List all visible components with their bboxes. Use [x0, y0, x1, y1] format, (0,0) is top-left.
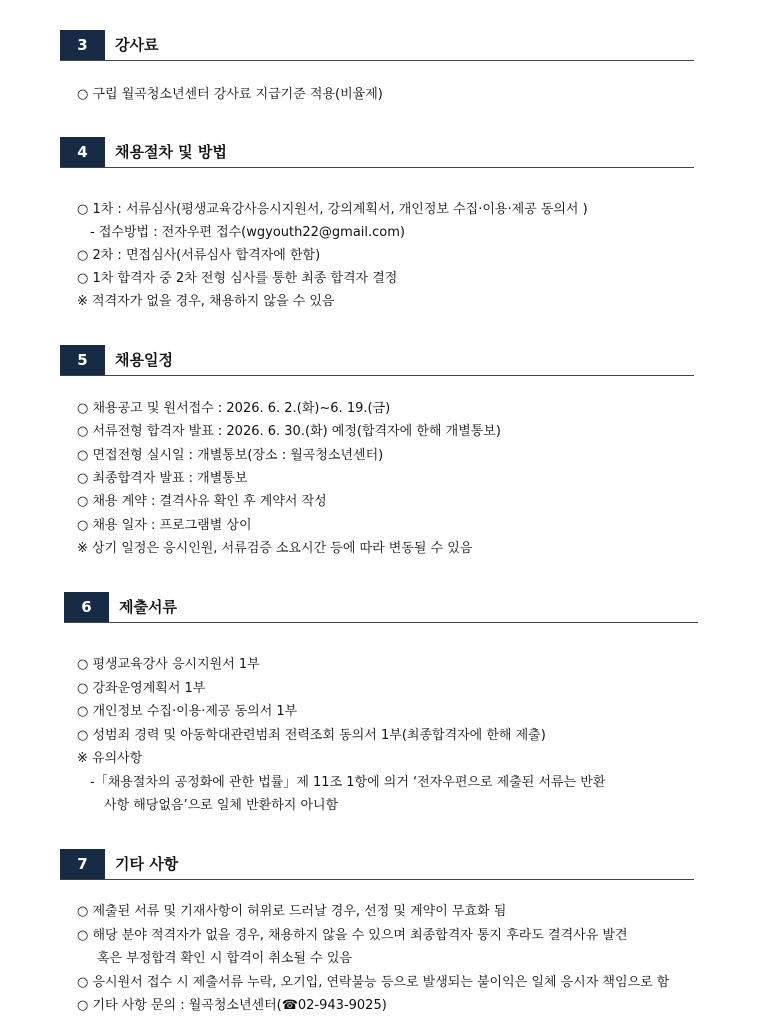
list-item: ※ 적격자가 없을 경우, 채용하지 않을 수 있음 [77, 294, 335, 309]
list-item: ○ 구립 월곡청소년센터 강사료 지급기준 적용(비율제) [77, 87, 383, 102]
list-item: ○ 면접전형 실시일 : 개별통보(장소 : 월곡청소년센터) [77, 448, 384, 463]
section-number: 7 [60, 849, 105, 879]
list-item: - 접수방법 : 전자우편 접수(wgyouth22@gmail.com) [90, 225, 405, 240]
section-header [60, 137, 694, 168]
section-title: 채용절차 및 방법 [115, 143, 227, 161]
list-item: 혹은 부정합격 확인 시 합격이 취소될 수 있음 [97, 951, 352, 966]
list-item: ○ 제출된 서류 및 기재사항이 허위로 드러날 경우, 선정 및 계약이 무효화 됨 [77, 904, 507, 919]
section-title: 기타 사항 [115, 855, 179, 873]
section-number: 6 [64, 592, 109, 622]
list-item: ○ 기타 사항 문의 : 월곡청소년센터(☎02-943-9025) [77, 998, 387, 1013]
section-header [60, 345, 694, 376]
list-item: ※ 유의사항 [77, 751, 143, 766]
list-item: ○ 1차 : 서류심사(평생교육강사응시지원서, 강의계획서, 개인정보 수집·이용·제공 동의서 ) [77, 202, 588, 217]
list-item: ○ 1차 합격자 중 2차 전형 심사를 통한 최종 합격자 결정 [77, 271, 398, 286]
list-item: ○ 평생교육강사 응시지원서 1부 [77, 657, 260, 672]
list-item: ○ 성범죄 경력 및 아동학대관련범죄 전력조회 동의서 1부(최종합격자에 한해 제출) [77, 728, 546, 743]
section-number: 3 [60, 30, 105, 60]
list-item: ○ 2차 : 면접심사(서류심사 합격자에 한함) [77, 248, 321, 263]
list-item: ○ 채용 계약 : 결격사유 확인 후 계약서 작성 [77, 494, 327, 509]
list-item: -「채용절차의 공정화에 관한 법률」제 11조 1항에 의거 ‘전자우편으로 제출된 서류는 반환 [90, 775, 606, 790]
list-item: ○ 최종합격자 발표 : 개별통보 [77, 471, 248, 486]
list-item: ○ 강좌운영계획서 1부 [77, 681, 206, 696]
list-item: ○ 서류전형 합격자 발표 : 2026. 6. 30.(화) 예정(합격자에 한해 개별통보) [77, 424, 501, 439]
list-item: ○ 채용 일자 : 프로그램별 상이 [77, 518, 252, 533]
section-header [64, 592, 698, 623]
section-title: 제출서류 [119, 598, 177, 616]
list-item: ○ 채용공고 및 원서접수 : 2026. 6. 2.(화)~6. 19.(금) [77, 401, 391, 416]
section-title: 강사료 [115, 36, 159, 54]
section-number: 5 [60, 345, 105, 375]
section-header [60, 30, 694, 61]
list-item: ※ 상기 일정은 응시인원, 서류검증 소요시간 등에 따라 변동될 수 있음 [77, 541, 473, 556]
list-item: ○ 해당 분야 적격자가 없을 경우, 채용하지 않을 수 있으며 최종합격자 통지 후라도 결격사유 발견 [77, 928, 628, 943]
section-header [60, 849, 694, 880]
list-item: ○ 개인정보 수집·이용·제공 동의서 1부 [77, 704, 298, 719]
section-number: 4 [60, 137, 105, 167]
section-title: 채용일정 [115, 351, 173, 369]
list-item: ○ 응시원서 접수 시 제출서류 누락, 오기입, 연락불능 등으로 발생되는 불이익은 일체 응시자 책임으로 함 [77, 975, 670, 990]
list-item: 사항 해당없음’으로 일체 반환하지 아니함 [104, 798, 339, 813]
